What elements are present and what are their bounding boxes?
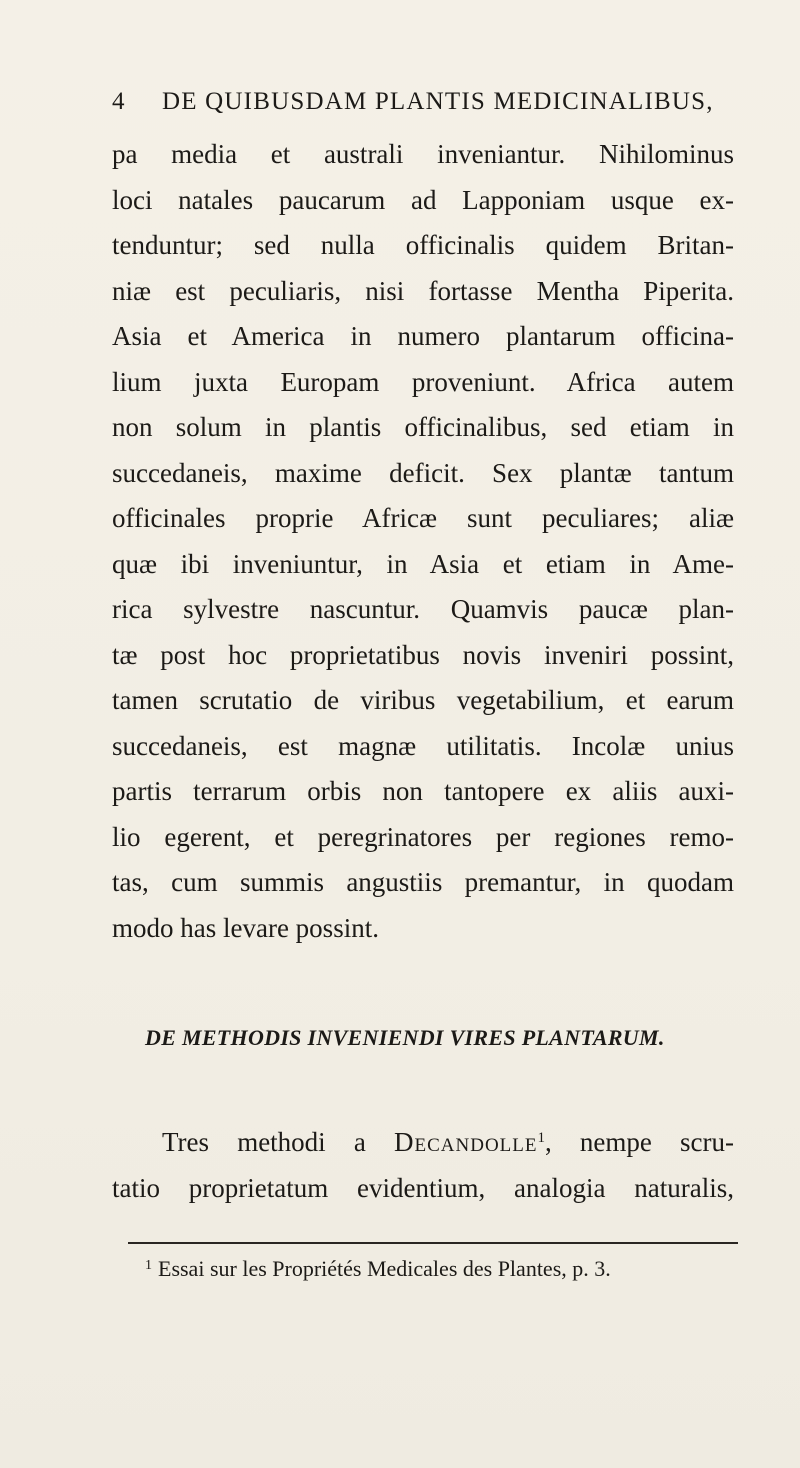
text-line: niæ est peculiaris, nisi fortasse Mentha Piperita. — [112, 275, 734, 306]
text-line: tatio proprietatum evidentium, analogia naturalis, — [112, 1172, 734, 1203]
text-line: modo has levare possint. — [112, 912, 379, 943]
page-number: 4 — [112, 88, 126, 115]
text-line: tæ post hoc proprietatibus novis inveniri possint, — [112, 639, 734, 670]
footnote-text: Essai sur les Propriétés Medicales des Plantes, p. 3. — [158, 1256, 611, 1281]
paragraph-2 — [112, 1120, 734, 1211]
footnote — [145, 1256, 611, 1282]
text-run: Tres methodi a — [162, 1127, 394, 1157]
text-line: officinales proprie Africæ sunt peculiares; aliæ — [112, 503, 734, 533]
text-line: pa media et australi inveniantur. Nihilominus — [112, 139, 734, 169]
running-title: DE QUIBUSDAM PLANTIS MEDICINALIBUS, — [162, 88, 714, 115]
text-line: lio egerent, et peregrinatores per regiones remo- — [112, 821, 734, 852]
text-line: partis terrarum orbis non tantopere ex aliis auxi- — [112, 776, 734, 806]
footnote-marker: 1 — [145, 1258, 152, 1273]
page-header — [112, 82, 734, 122]
text-line: loci natales paucarum ad Lapponiam usque ex- — [112, 184, 734, 215]
text-line: tamen scrutatio de viribus vegetabilium, et earum — [112, 685, 734, 715]
text-line: succedaneis, maxime deficit. Sex plantæ tantum — [112, 457, 734, 488]
author-name: Decandolle — [394, 1127, 538, 1157]
footnote-reference: 1 — [537, 1130, 545, 1146]
text-line: quæ ibi inveniuntur, in Asia et etiam in Ame- — [112, 548, 734, 579]
text-line: tenduntur; sed nulla officinalis quidem Britan- — [112, 230, 734, 260]
text-line — [112, 1120, 734, 1166]
text-line: Asia et America in numero plantarum officina- — [112, 321, 734, 351]
paragraph-1 — [112, 132, 734, 951]
text-line: tas, cum summis angustiis premantur, in quodam — [112, 867, 734, 897]
text-line: rica sylvestre nascuntur. Quamvis paucæ plan- — [112, 594, 734, 624]
text-line: non solum in plantis officinalibus, sed etiam in — [112, 412, 734, 442]
text-run: , nempe scru- — [544, 1127, 735, 1157]
text-line: lium juxta Europam proveniunt. Africa autem — [112, 366, 734, 397]
text-line: succedaneis, est magnæ utilitatis. Incolæ unius — [112, 730, 734, 761]
footnote-divider — [128, 1242, 738, 1244]
section-heading: DE METHODIS INVENIENDI VIRES PLANTARUM. — [145, 1025, 665, 1050]
